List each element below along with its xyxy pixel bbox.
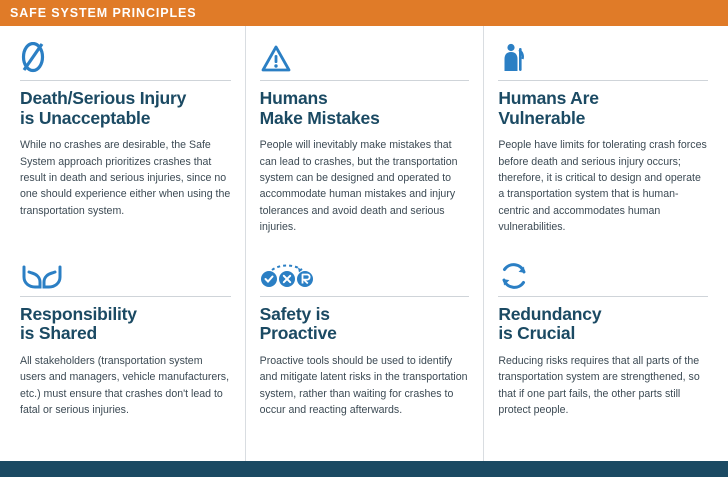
principle-title (20, 89, 231, 128)
principle-card-death-serious-injury (6, 26, 245, 244)
circular-arrows-icon (498, 256, 708, 290)
proactive-checks-icon (260, 256, 470, 290)
poster-footer-bar (0, 461, 728, 477)
principle-card-safety-is-proactive (245, 244, 484, 462)
poster-header-title: SAFE SYSTEM PRINCIPLES (10, 6, 197, 20)
principle-title-line-1: Responsibility (20, 303, 137, 324)
principle-title (260, 89, 470, 128)
principle-title-line-2: is Shared (20, 323, 97, 344)
principle-title-line-1: Safety is (259, 303, 330, 324)
warning-triangle-icon (260, 40, 470, 74)
principle-body: Reducing risks requires that all parts of the transportation system are strengthened, so that if one part fails, the other parts still protect people. (498, 354, 700, 417)
card-divider (498, 296, 708, 297)
principle-title (20, 305, 231, 344)
principle-body: Proactive tools should be used to identify and mitigate latent risks in the transportation system, rather than waiting for crashes to occur and reacting afterwards. (259, 354, 468, 417)
principle-title (260, 305, 470, 344)
principle-body: While no crashes are desirable, the Safe System approach prioritizes crashes that result in death and serious injuries, since no one should experience either when using the transportation system. (20, 139, 231, 217)
zero-crash-deaths-icon (20, 40, 231, 74)
card-divider (20, 296, 231, 297)
principle-title-line-2: Vulnerable (498, 107, 586, 128)
principle-body: People will inevitably make mistakes that can lead to crashes, but the transportation system can be designed and operated to accommodate human mistakes and injury tolerances and avoid death and serious injuries. (259, 139, 458, 234)
principle-card-humans-are-vulnerable (483, 26, 722, 244)
principle-title-line-1: Redundancy (498, 303, 602, 324)
principle-title-line-2: is Unacceptable (20, 107, 151, 128)
person-vulnerable-icon (498, 40, 708, 74)
principles-grid (0, 26, 728, 461)
card-divider (260, 80, 470, 81)
card-divider (260, 296, 470, 297)
principle-title-line-1: Humans (259, 88, 328, 108)
card-divider (498, 80, 708, 81)
poster-header (0, 0, 728, 26)
card-divider (20, 80, 231, 81)
principle-title (498, 89, 708, 128)
principle-title-line-2: Make Mistakes (259, 107, 380, 128)
principle-title (498, 305, 708, 344)
principle-title-line-2: Proactive (259, 323, 337, 344)
principle-card-redundancy-is-crucial (483, 244, 722, 462)
principle-card-humans-make-mistakes (245, 26, 484, 244)
principle-card-responsibility-is-shared (6, 244, 245, 462)
principle-body: All stakeholders (transportation system users and managers, vehicle manufacturers, etc.) must ensure that crashes don't lead to fatal or serious injuries. (20, 354, 230, 417)
principle-title-line-2: is Crucial (498, 323, 576, 344)
principle-title-line-1: Humans Are (498, 88, 599, 108)
principle-title-line-1: Death/Serious Injury (20, 88, 187, 108)
principle-body: People have limits for tolerating crash forces before death and serious injury occurs; therefore, it is critical to design and operate a transportation system that is human-centric and accommodates human vulnerabilities. (498, 139, 707, 234)
open-hands-icon (20, 256, 231, 290)
